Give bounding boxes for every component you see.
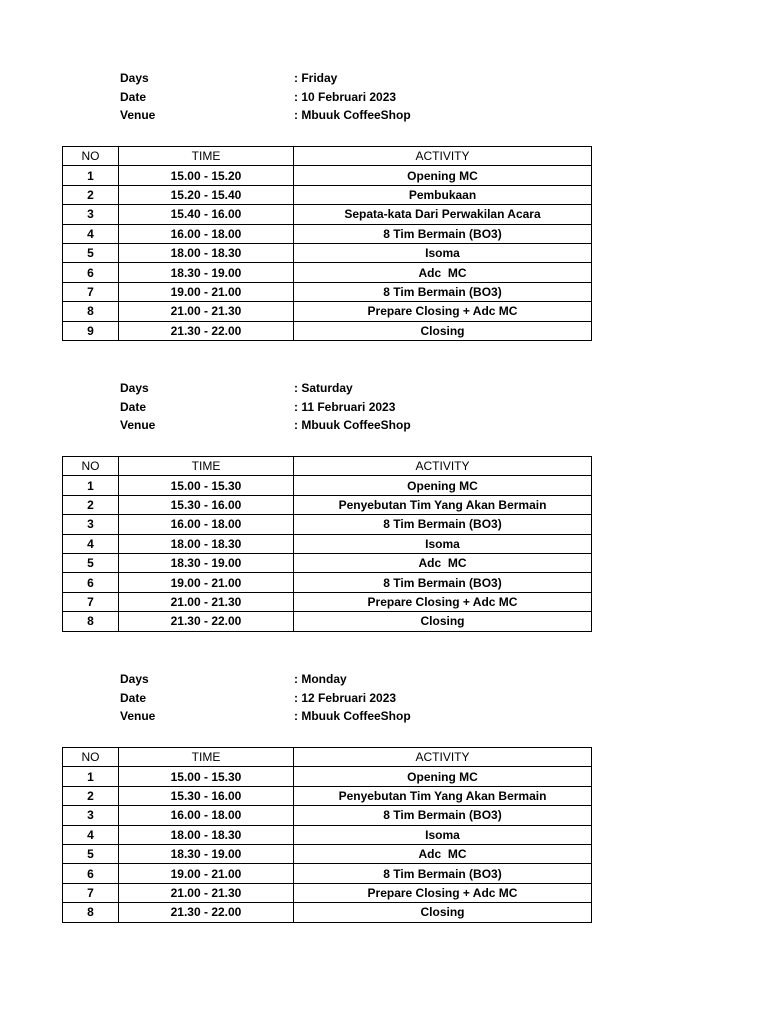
days-row (120, 379, 520, 398)
table-header-row (63, 147, 592, 166)
row-no: 2 (63, 786, 119, 805)
days-row (120, 69, 520, 88)
row-no: 7 (63, 883, 119, 902)
row-no: 2 (63, 185, 119, 204)
header-time: TIME (119, 147, 294, 166)
row-activity: Prepare Closing + Adc MC (294, 302, 592, 321)
date-row (120, 88, 520, 107)
row-activity: Adc MC (294, 553, 592, 572)
row-no: 4 (63, 224, 119, 243)
row-activity: Adc MC (294, 263, 592, 282)
table-row (63, 592, 592, 611)
row-time: 19.00 - 21.00 (119, 864, 294, 883)
row-no: 3 (63, 806, 119, 825)
table-row (63, 612, 592, 631)
row-activity: Adc MC (294, 844, 592, 863)
header-no: NO (63, 457, 119, 476)
row-no: 5 (63, 243, 119, 262)
row-time: 15.30 - 16.00 (119, 786, 294, 805)
days-label: Days (120, 672, 149, 686)
row-activity: Opening MC (294, 166, 592, 185)
venue-label: Venue (120, 418, 156, 432)
venue-label: Venue (120, 709, 156, 723)
row-no: 8 (63, 612, 119, 631)
row-no: 7 (63, 592, 119, 611)
row-time: 18.30 - 19.00 (119, 263, 294, 282)
venue-value: : Mbuuk CoffeeShop (294, 709, 411, 723)
table-row (63, 282, 592, 301)
row-time: 15.20 - 15.40 (119, 185, 294, 204)
row-activity: Opening MC (294, 767, 592, 786)
row-time: 15.40 - 16.00 (119, 205, 294, 224)
table-row (63, 883, 592, 902)
table-row (63, 243, 592, 262)
days-value: : Monday (294, 672, 347, 686)
row-no: 1 (63, 476, 119, 495)
header-time: TIME (119, 748, 294, 767)
row-no: 3 (63, 515, 119, 534)
row-no: 8 (63, 903, 119, 922)
row-time: 15.30 - 16.00 (119, 495, 294, 514)
row-no: 1 (63, 166, 119, 185)
row-time: 18.00 - 18.30 (119, 534, 294, 553)
row-no: 3 (63, 205, 119, 224)
date-label: Date (120, 89, 147, 104)
row-activity: Closing (294, 321, 592, 340)
table-row (63, 166, 592, 185)
venue-row (120, 707, 520, 726)
table-row (63, 321, 592, 340)
venue-row (120, 106, 520, 125)
row-activity: Penyebutan Tim Yang Akan Bermain (294, 786, 592, 805)
header-activity: ACTIVITY (294, 748, 592, 767)
row-time: 19.00 - 21.00 (119, 573, 294, 592)
venue-label: Venue (120, 108, 156, 122)
table-row (63, 515, 592, 534)
row-no: 8 (63, 302, 119, 321)
table-row (63, 786, 592, 805)
venue-value: : Mbuuk CoffeeShop (294, 418, 411, 432)
row-activity: Prepare Closing + Adc MC (294, 592, 592, 611)
event-info (120, 69, 520, 125)
row-time: 16.00 - 18.00 (119, 224, 294, 243)
row-activity: 8 Tim Bermain (BO3) (294, 573, 592, 592)
row-activity: Isoma (294, 825, 592, 844)
venue-row (120, 416, 520, 435)
date-label: Date (120, 690, 147, 705)
table-row (63, 903, 592, 922)
row-time: 18.30 - 19.00 (119, 553, 294, 572)
row-time: 18.00 - 18.30 (119, 243, 294, 262)
row-activity: 8 Tim Bermain (BO3) (294, 224, 592, 243)
row-activity: Isoma (294, 243, 592, 262)
header-activity: ACTIVITY (294, 457, 592, 476)
row-activity: Closing (294, 612, 592, 631)
row-time: 15.00 - 15.30 (119, 767, 294, 786)
schedule-table (62, 146, 592, 341)
row-time: 16.00 - 18.00 (119, 515, 294, 534)
days-value: : Saturday (294, 381, 353, 395)
table-row (63, 263, 592, 282)
row-time: 18.30 - 19.00 (119, 844, 294, 863)
table-row (63, 844, 592, 863)
row-activity: Sepata-kata Dari Perwakilan Acara (294, 205, 592, 224)
row-time: 16.00 - 18.00 (119, 806, 294, 825)
row-no: 4 (63, 825, 119, 844)
header-no: NO (63, 147, 119, 166)
row-no: 6 (63, 864, 119, 883)
table-row (63, 495, 592, 514)
table-row (63, 553, 592, 572)
table-row (63, 534, 592, 553)
row-no: 6 (63, 573, 119, 592)
row-time: 21.30 - 22.00 (119, 612, 294, 631)
row-no: 9 (63, 321, 119, 340)
row-activity: Prepare Closing + Adc MC (294, 883, 592, 902)
event-info (120, 670, 520, 726)
days-label: Days (120, 381, 149, 395)
table-row (63, 767, 592, 786)
days-value: : Friday (294, 71, 338, 85)
row-activity: Opening MC (294, 476, 592, 495)
row-activity: Pembukaan (294, 185, 592, 204)
row-time: 21.30 - 22.00 (119, 903, 294, 922)
header-activity: ACTIVITY (294, 147, 592, 166)
table-row (63, 185, 592, 204)
row-activity: 8 Tim Bermain (BO3) (294, 282, 592, 301)
row-time: 18.00 - 18.30 (119, 825, 294, 844)
date-value: : 10 Februari 2023 (294, 89, 397, 104)
row-time: 21.00 - 21.30 (119, 302, 294, 321)
date-value: : 12 Februari 2023 (294, 690, 397, 705)
row-no: 7 (63, 282, 119, 301)
days-label: Days (120, 71, 149, 85)
date-value: : 11 Februari 2023 (294, 399, 396, 414)
header-time: TIME (119, 457, 294, 476)
row-no: 6 (63, 263, 119, 282)
schedule-table (62, 456, 592, 632)
days-row (120, 670, 520, 689)
table-row (63, 825, 592, 844)
row-no: 1 (63, 767, 119, 786)
schedule-table (62, 747, 592, 923)
row-time: 21.00 - 21.30 (119, 883, 294, 902)
venue-value: : Mbuuk CoffeeShop (294, 108, 411, 122)
row-activity: Closing (294, 903, 592, 922)
row-activity: 8 Tim Bermain (BO3) (294, 515, 592, 534)
row-activity: 8 Tim Bermain (BO3) (294, 806, 592, 825)
table-row (63, 302, 592, 321)
table-row (63, 573, 592, 592)
table-row (63, 864, 592, 883)
table-row (63, 224, 592, 243)
row-activity: Penyebutan Tim Yang Akan Bermain (294, 495, 592, 514)
table-row (63, 476, 592, 495)
header-no: NO (63, 748, 119, 767)
row-activity: 8 Tim Bermain (BO3) (294, 864, 592, 883)
row-no: 5 (63, 553, 119, 572)
row-no: 5 (63, 844, 119, 863)
row-time: 19.00 - 21.00 (119, 282, 294, 301)
table-header-row (63, 748, 592, 767)
row-time: 15.00 - 15.20 (119, 166, 294, 185)
table-row (63, 806, 592, 825)
date-row (120, 398, 520, 417)
date-row (120, 689, 520, 708)
row-activity: Isoma (294, 534, 592, 553)
event-info (120, 379, 520, 435)
row-no: 2 (63, 495, 119, 514)
table-row (63, 205, 592, 224)
date-label: Date (120, 399, 147, 414)
row-time: 21.00 - 21.30 (119, 592, 294, 611)
row-no: 4 (63, 534, 119, 553)
row-time: 15.00 - 15.30 (119, 476, 294, 495)
row-time: 21.30 - 22.00 (119, 321, 294, 340)
table-header-row (63, 457, 592, 476)
